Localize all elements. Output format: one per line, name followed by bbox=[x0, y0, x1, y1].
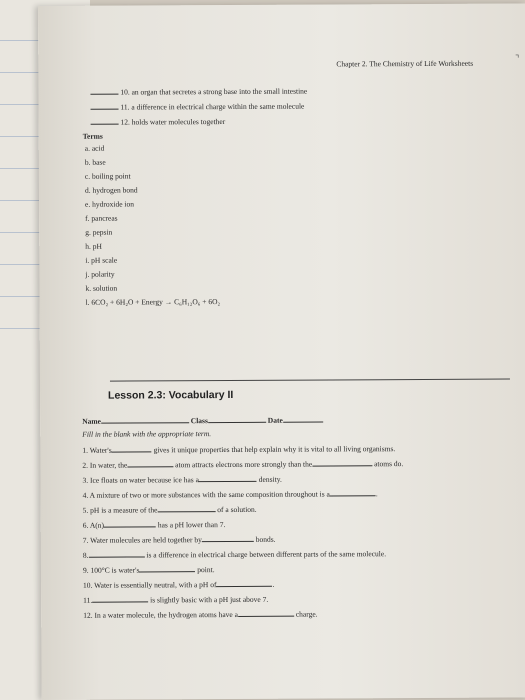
question: 4. A mixture of two or more substances with the same composition throughout is a . bbox=[82, 489, 378, 500]
answer-blank[interactable] bbox=[199, 474, 257, 482]
name-label: Name bbox=[82, 416, 101, 426]
term-item: f. pancreas bbox=[85, 213, 118, 223]
answer-blank[interactable] bbox=[238, 609, 294, 617]
answer-blank[interactable] bbox=[127, 459, 173, 467]
terms-heading: Terms bbox=[82, 131, 103, 141]
answer-blank[interactable] bbox=[330, 488, 376, 496]
matching-item: 12. holds water molecules together bbox=[91, 116, 226, 127]
term-item: j. polarity bbox=[85, 269, 115, 279]
term-item: l. 6CO₂ + 6H₂O + Energy → C₆H₁₂O₆ + 6O₂ bbox=[85, 297, 221, 307]
answer-blank[interactable] bbox=[112, 444, 152, 452]
matching-item: 10. an organ that secretes a strong base into the small intestine bbox=[90, 86, 307, 97]
worksheet-page bbox=[38, 3, 525, 700]
answer-blank[interactable] bbox=[92, 594, 148, 602]
answer-blank[interactable] bbox=[91, 102, 119, 110]
question: 9. 100°C is water's point. bbox=[82, 565, 215, 575]
page-corner-mark: ⌝ bbox=[515, 53, 520, 64]
term-item: d. hydrogen bond bbox=[84, 185, 138, 195]
term-item: a. acid bbox=[84, 143, 105, 153]
question: 11. is slightly basic with a pH just above 7. bbox=[83, 594, 269, 605]
term-item: c. boiling point bbox=[84, 171, 131, 181]
instructions: Fill in the blank with the appropriate term. bbox=[82, 429, 212, 439]
answer-blank[interactable] bbox=[90, 87, 118, 95]
answer-blank[interactable] bbox=[312, 458, 372, 466]
answer-blank[interactable] bbox=[202, 534, 254, 542]
answer-blank[interactable] bbox=[157, 504, 215, 512]
question: 6. A(n) has a pH lower than 7. bbox=[82, 520, 226, 530]
term-item: g. pepsin bbox=[85, 227, 113, 237]
question: 3. Ice floats on water because ice has a density. bbox=[82, 474, 282, 485]
date-label: Date bbox=[267, 415, 283, 425]
question: 12. In a water molecule, the hydrogen atoms have a charge. bbox=[83, 609, 318, 620]
question: 7. Water molecules are held together by bonds. bbox=[82, 534, 276, 545]
question: 2. In water, the atom attracts electrons more strongly than the atoms do. bbox=[82, 459, 404, 470]
name-field[interactable] bbox=[101, 415, 189, 423]
answer-blank[interactable] bbox=[88, 549, 144, 557]
class-field[interactable] bbox=[208, 415, 266, 423]
answer-blank[interactable] bbox=[139, 564, 195, 572]
matching-item: 11. a difference in electrical charge within the same molecule bbox=[91, 101, 305, 112]
term-item: k. solution bbox=[85, 283, 118, 293]
term-item: b. base bbox=[84, 157, 106, 167]
section-divider bbox=[110, 379, 510, 382]
question: 1. Water's gives it unique properties that help explain why it is vital to all living organisms. bbox=[82, 444, 396, 455]
class-label: Class bbox=[190, 416, 208, 426]
answer-blank[interactable] bbox=[216, 579, 272, 587]
header-fields bbox=[82, 415, 323, 426]
date-field[interactable] bbox=[283, 415, 323, 423]
term-item: i. pH scale bbox=[85, 255, 118, 265]
lesson-title: Lesson 2.3: Vocabulary II bbox=[108, 388, 234, 402]
question: 5. pH is a measure of the of a solution. bbox=[82, 504, 257, 515]
question: 10. Water is essentially neutral, with a pH of . bbox=[83, 579, 275, 590]
term-item: h. pH bbox=[85, 241, 102, 251]
answer-blank[interactable] bbox=[104, 519, 156, 527]
question: 8. is a difference in electrical charge between different parts of the same molecule. bbox=[82, 549, 387, 560]
term-item: e. hydroxide ion bbox=[85, 199, 135, 209]
page-header: Chapter 2. The Chemistry of Life Worksheets bbox=[336, 58, 474, 69]
answer-blank[interactable] bbox=[91, 117, 119, 125]
